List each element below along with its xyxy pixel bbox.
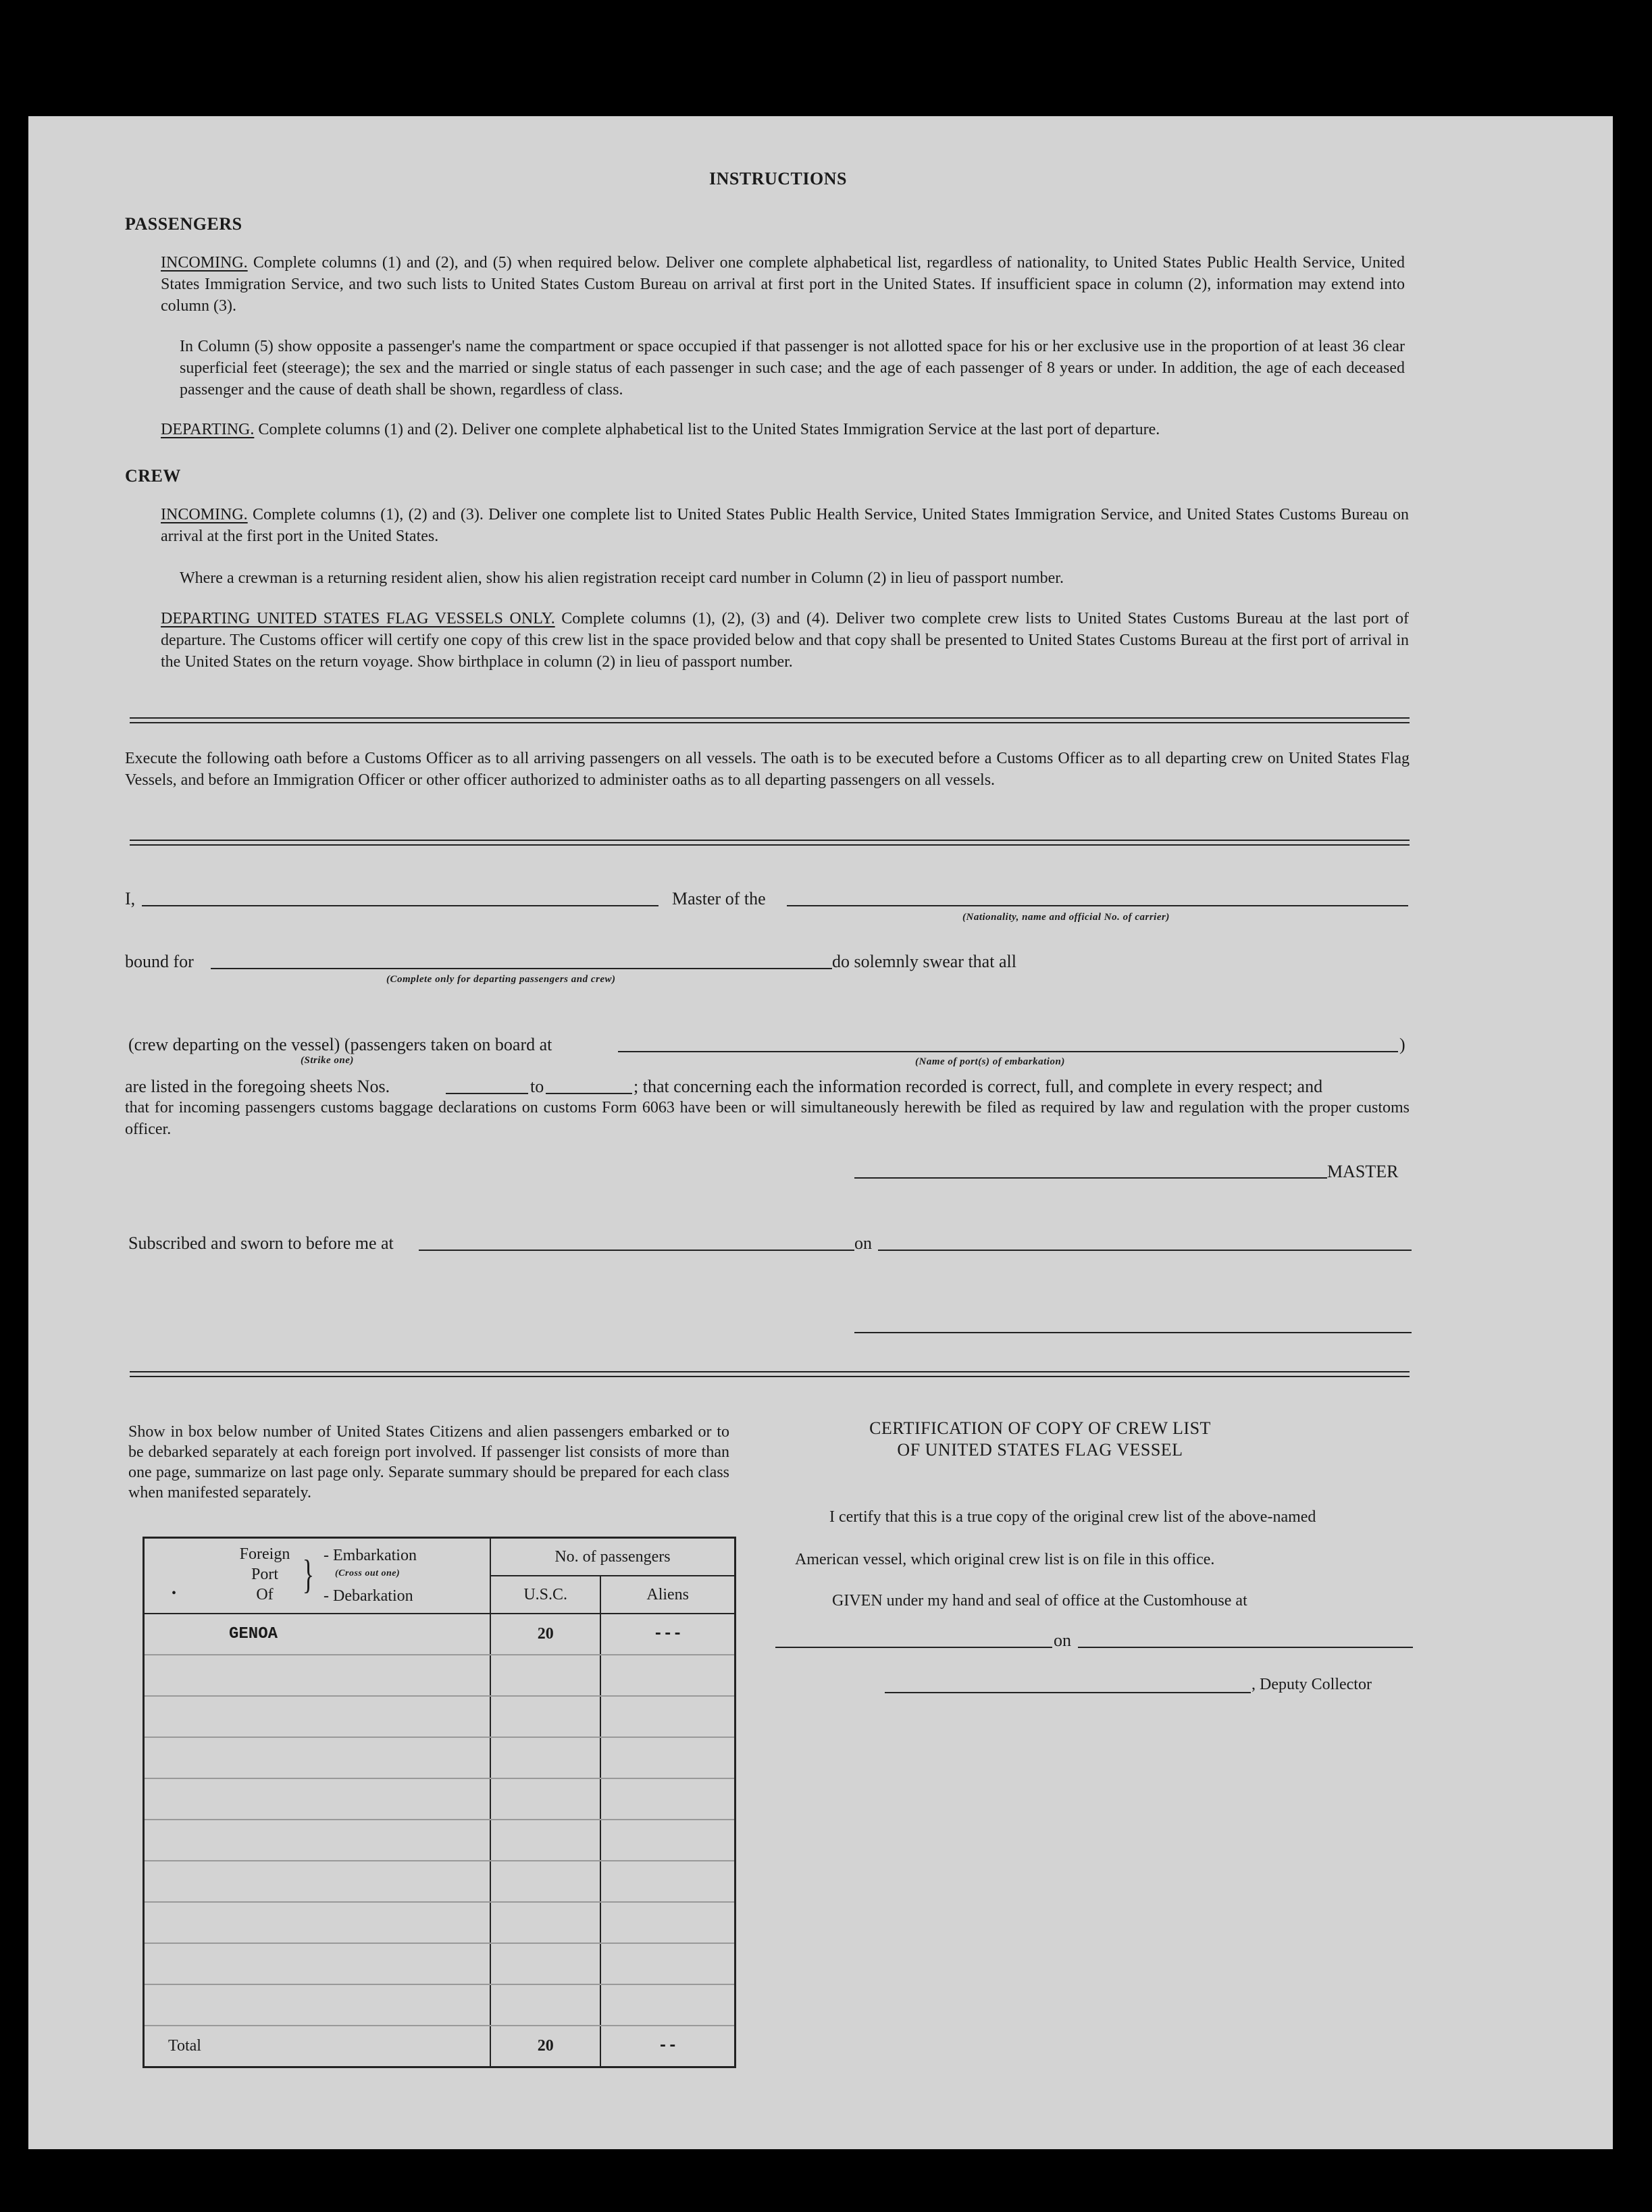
sheet-to-field[interactable] [546,1093,632,1094]
usc-cell[interactable] [490,1984,600,2026]
table-row [144,1614,735,1655]
page-title: INSTRUCTIONS [709,169,847,188]
port-cell[interactable]: GENOA [144,1614,490,1655]
table-row [144,1737,735,1778]
usc-cell[interactable] [490,1820,600,1861]
foreign-port-of-label [224,1544,305,1605]
summary-instructions: Show in box below number of United States Citizens and alien passengers embarked or to be debarked separately at each foreign port involved. If passenger list consists of more than one page, summarize on last page only. Separate summary should be prepared for each class when manifested separately. [128,1423,729,1501]
officer-signature-field[interactable] [854,1332,1412,1333]
certification-title-line1: CERTIFICATION OF COPY OF CREW LIST [869,1418,1211,1438]
usc-cell[interactable] [490,1696,600,1737]
crew-departing-text: Complete columns (1), (2), (3) and (4). Deliver two complete crew lists to United States Customs Bureau at the last port of departure. The Customs officer will certify one copy of this crew list in the space provided below and that copy shall be presented to United States Customs Bureau at the first port of arrival in the United States on the return voyage. Show birthplace in column (2) in lieu of passport number. [161,610,1410,671]
bound-for-field[interactable] [211,968,832,969]
given-line: GIVEN under my hand and seal of office at the Customhouse at [832,1592,1247,1610]
usc-cell[interactable] [490,1902,600,1943]
crew-incoming-text: Complete columns (1), (2) and (3). Deliver one complete list to United States Public Health Service, United States Immigration Service, and United States Customs Bureau on arrival at the first port in the United States. [161,506,1410,545]
aliens-cell[interactable] [600,1778,735,1820]
strike-caption: (Strike one) [301,1055,354,1066]
passengers-departing-text: Complete columns (1) and (2). Deliver one complete alphabetical list to the United States Immigration Service at the last port of departure. [258,421,1160,438]
aliens-cell[interactable] [600,1943,735,1984]
of-word: Of [256,1586,274,1603]
usc-header: U.S.C. [490,1576,600,1614]
usc-cell[interactable] [490,1778,600,1820]
crew-departing-label-line: (crew departing on the vessel) (passengers taken on board at [128,1035,552,1054]
table-row [144,1943,735,1984]
certify-line1: I certify that this is a true copy of the original crew list of the above-named [829,1508,1316,1526]
aliens-cell[interactable] [600,1902,735,1943]
total-usc-cell[interactable]: 20 [490,2026,600,2067]
master-of-label: Master of the [672,889,766,908]
usc-cell[interactable] [490,1655,600,1696]
table-row [144,1820,735,1861]
carrier-field[interactable] [787,905,1408,906]
to-label: to [530,1077,544,1096]
passenger-summary-table [143,1537,736,2068]
carrier-caption: (Nationality, name and official No. of carrier) [962,912,1170,923]
on-label: on [854,1233,872,1253]
embarkation-option[interactable]: - Embarkation [324,1547,417,1564]
port-cell[interactable] [144,1943,490,1984]
deputy-signature-field[interactable] [885,1692,1251,1693]
section-divider [130,717,1410,723]
usc-cell[interactable] [490,1943,600,1984]
oath-intro-paragraph: Execute the following oath before a Customs Officer as to all arriving passengers on all vessels. The oath is to be executed before a Customs Officer as to all departing crew on United States Flag Vessels, and before an Immigration Officer or other officer authorized to administer oaths as to all departing passengers on all vessels. [125,750,1410,789]
table-row [144,1696,735,1737]
port-word: Port [251,1566,278,1583]
aliens-cell[interactable] [600,1861,735,1902]
certification-date-field[interactable] [1078,1647,1413,1648]
aliens-header: Aliens [600,1576,735,1614]
listed-rest: that for incoming passengers customs baggage declarations on customs Form 6063 have been or will simultaneously herewith be filed as required by law and regulation with the proper customs officer. [125,1099,1410,1138]
passengers-departing-paragraph [161,419,1410,440]
bound-for-label: bound for [125,952,194,971]
section-divider [130,840,1410,846]
oath-i-label: I, [125,889,136,908]
close-paren: ) [1399,1035,1405,1054]
dot-mark: • [172,1586,177,1601]
passengers-heading: PASSENGERS [125,214,242,234]
port-cell[interactable] [144,1737,490,1778]
port-cell[interactable] [144,1820,490,1861]
table-row [144,1984,735,2026]
listed-prefix: are listed in the foregoing sheets Nos. [125,1077,390,1096]
passengers-column5-paragraph: In Column (5) show opposite a passenger's name the compartment or space occupied if that passenger is not allotted space for his or her exclusive use in the proportion of at least 36 clear superficial feet (steerage); the sex and the married or single status of each passenger in such case; and the age of each passenger of 8 years or under. In addition, the age of each deceased passenger and the cause of death shall be shown, regardless of class. [180,338,1405,398]
passengers-incoming-paragraph [161,252,1405,317]
certify-line2: American vessel, which original crew list is on file in this office. [795,1551,1215,1568]
customhouse-place-field[interactable] [775,1647,1052,1648]
master-label: MASTER [1327,1162,1399,1181]
debarkation-option[interactable]: - Debarkation [324,1587,413,1605]
port-cell[interactable] [144,1778,490,1820]
total-aliens-cell[interactable]: -- [600,2026,735,2067]
usc-cell[interactable] [490,1861,600,1902]
bound-caption: (Complete only for departing passengers and crew) [386,974,616,985]
listed-suffix: ; that concerning each the information recorded is correct, full, and complete in every respect; and [634,1077,1323,1096]
master-name-field[interactable] [142,905,659,906]
usc-cell[interactable] [490,1737,600,1778]
aliens-cell[interactable]: --- [600,1614,735,1655]
cross-out-caption: (Cross out one) [335,1568,401,1578]
total-label: Total [144,2026,490,2067]
master-signature-field[interactable] [854,1177,1327,1179]
passengers-incoming-text: Complete columns (1) and (2), and (5) when required below. Deliver one complete alphabetical list, regardless of nationality, to United States Public Health Service, United States Immigration Service, and two such lists to United States Custom Bureau on arrival at first port in the United States. If insufficient space in column (2), information may extend into column (3). [161,254,1405,315]
total-row [144,2026,735,2067]
port-cell[interactable] [144,1655,490,1696]
port-cell[interactable] [144,1861,490,1902]
deputy-collector-label: , Deputy Collector [1251,1676,1372,1693]
foreign-word: Foreign [239,1545,290,1563]
ports-field[interactable] [618,1051,1398,1052]
aliens-cell[interactable] [600,1655,735,1696]
usc-cell[interactable]: 20 [490,1614,600,1655]
sheet-from-field[interactable] [446,1093,528,1094]
swear-label: do solemnly swear that all [832,952,1016,971]
passengers-incoming-label: INCOMING. [161,254,248,272]
table-row [144,1861,735,1902]
brace-glyph: } [302,1552,315,1597]
certification-on-label: on [1054,1630,1071,1650]
subscribed-label: Subscribed and sworn to before me at [128,1233,394,1253]
port-cell[interactable] [144,1696,490,1737]
aliens-cell[interactable] [600,1820,735,1861]
aliens-cell[interactable] [600,1737,735,1778]
port-cell[interactable] [144,1984,490,2026]
aliens-cell[interactable] [600,1696,735,1737]
crew-incoming-label: INCOMING. [161,506,248,523]
port-cell[interactable] [144,1902,490,1943]
section-divider [130,1371,1410,1377]
crew-incoming-paragraph [161,504,1409,547]
crew-departing-label: DEPARTING UNITED STATES FLAG VESSELS ONLY. [161,610,555,627]
ports-caption: (Name of port(s) of embarkation) [915,1056,1065,1067]
table-row [144,1655,735,1696]
subscribed-place-field[interactable] [419,1250,854,1251]
table-row [144,1778,735,1820]
subscribed-date-field[interactable] [878,1250,1412,1251]
foreign-port-header [144,1538,490,1614]
table-header-row-1 [144,1538,735,1576]
certification-title-line2: OF UNITED STATES FLAG VESSEL [897,1440,1183,1460]
aliens-cell[interactable] [600,1984,735,2026]
crew-departing-paragraph [161,608,1409,673]
table-row [144,1902,735,1943]
no-of-passengers-header: No. of passengers [490,1538,735,1576]
passengers-departing-label: DEPARTING. [161,421,255,438]
crew-heading: CREW [125,466,181,486]
crew-returning-paragraph: Where a crewman is a returning resident alien, show his alien registration receipt card number in Column (2) in lieu of passport number. [180,569,1064,587]
